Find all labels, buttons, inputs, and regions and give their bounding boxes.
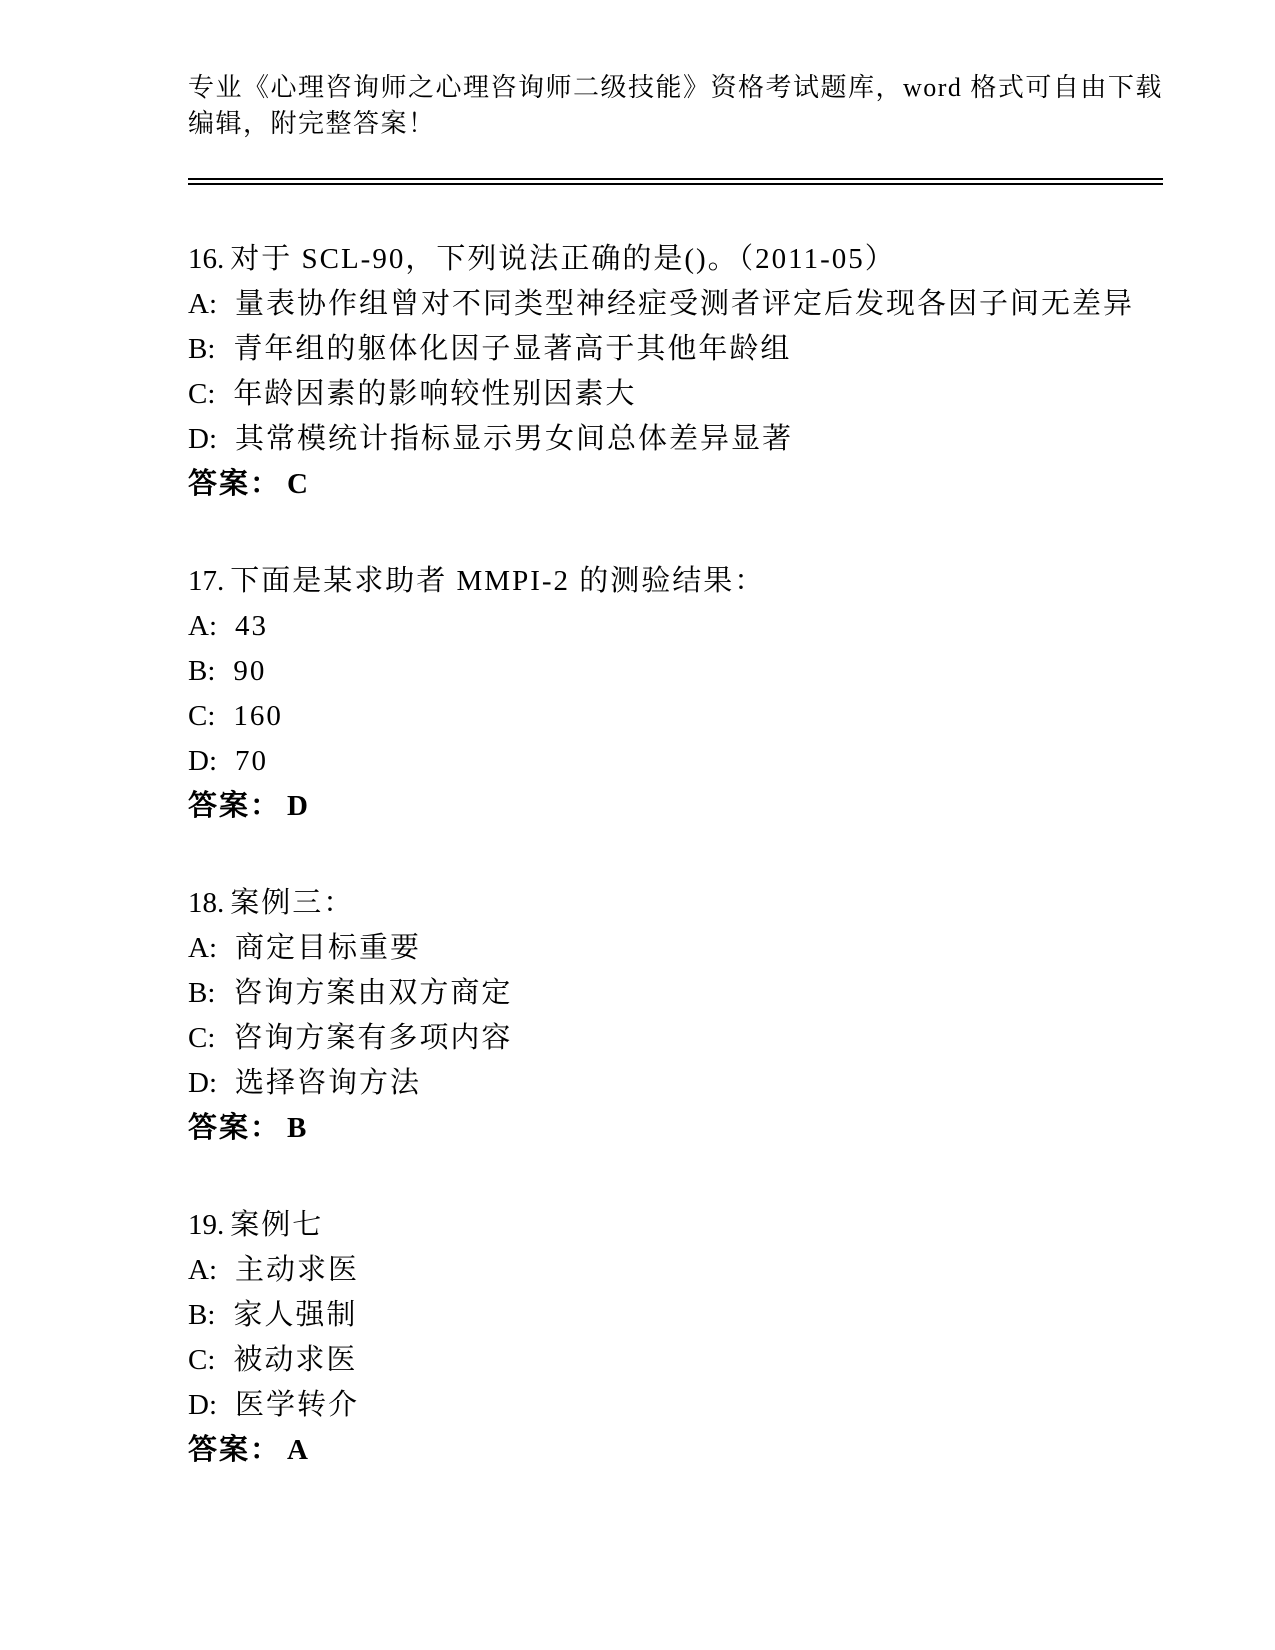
question-title [188, 881, 1163, 926]
option-label: D: [188, 745, 217, 777]
option-text: 90 [233, 655, 267, 687]
option-row [188, 327, 1163, 372]
question-block [188, 237, 1163, 507]
document-header [188, 0, 1163, 142]
option-text: 主动求医 [235, 1254, 360, 1286]
option-row [188, 1383, 1163, 1428]
question-number: 17. [188, 565, 225, 597]
questions [188, 237, 1163, 1473]
option-label: B: [188, 655, 216, 687]
option-text: 量表协作组曾对不同类型神经症受测者评定后发现各因子间无差异 [235, 288, 1135, 320]
question-number: 19. [188, 1209, 225, 1241]
option-text: 咨询方案由双方商定 [233, 977, 513, 1009]
option-text: 160 [233, 700, 283, 732]
option-label: D: [188, 1389, 217, 1421]
option-text: 年龄因素的影响较性别因素大 [233, 378, 637, 410]
answer-label: 答案： [188, 1434, 282, 1466]
option-row [188, 926, 1163, 971]
option-row [188, 739, 1163, 784]
question-text: 案例三： [230, 887, 355, 919]
option-label: B: [188, 977, 216, 1009]
option-label: C: [188, 378, 216, 410]
question-text: 案例七 [230, 1209, 324, 1241]
question-number: 16. [188, 243, 225, 275]
option-text: 青年组的躯体化因子显著高于其他年龄组 [233, 333, 792, 365]
answer-value: D [287, 790, 310, 822]
double-divider-rule [188, 178, 1163, 185]
answer-label: 答案： [188, 790, 282, 822]
answer-line [188, 784, 1163, 829]
option-row [188, 372, 1163, 417]
question-number: 18. [188, 887, 225, 919]
option-list [188, 926, 1163, 1106]
option-row [188, 282, 1163, 327]
option-text: 医学转介 [235, 1389, 360, 1421]
option-label: B: [188, 333, 216, 365]
option-row [188, 694, 1163, 739]
option-label: C: [188, 700, 216, 732]
option-label: D: [188, 1067, 217, 1099]
answer-label: 答案： [188, 468, 282, 500]
option-text: 咨询方案有多项内容 [233, 1022, 513, 1054]
question-block [188, 559, 1163, 829]
question-title [188, 1203, 1163, 1248]
option-label: A: [188, 610, 217, 642]
page-content [188, 0, 1163, 1473]
option-label: A: [188, 1254, 217, 1286]
option-text: 选择咨询方法 [235, 1067, 422, 1099]
answer-line [188, 462, 1163, 507]
option-text: 70 [235, 745, 268, 777]
option-row [188, 649, 1163, 694]
option-text: 商定目标重要 [235, 932, 422, 964]
option-row [188, 1248, 1163, 1293]
option-label: C: [188, 1022, 216, 1054]
question-text: 下面是某求助者 MMPI-2 的测验结果： [230, 565, 766, 597]
option-list [188, 1248, 1163, 1428]
answer-line [188, 1106, 1163, 1151]
option-label: B: [188, 1299, 216, 1331]
option-list [188, 604, 1163, 784]
header-line-1: 专业《心理咨询师之心理咨询师二级技能》资格考试题库，word 格式可自由下载 [188, 73, 1163, 102]
option-row [188, 417, 1163, 462]
option-row [188, 1061, 1163, 1106]
option-row [188, 971, 1163, 1016]
option-text: 43 [235, 610, 268, 642]
option-list [188, 282, 1163, 462]
answer-value: B [287, 1112, 309, 1144]
option-row [188, 1293, 1163, 1338]
option-label: A: [188, 288, 217, 320]
option-text: 被动求医 [233, 1344, 358, 1376]
option-row [188, 1016, 1163, 1061]
header-line-2: 编辑，附完整答案！ [188, 109, 436, 138]
answer-value: A [287, 1434, 310, 1466]
question-title [188, 559, 1163, 604]
option-text: 其常模统计指标显示男女间总体差异显著 [235, 423, 794, 455]
question-block [188, 881, 1163, 1151]
answer-line [188, 1428, 1163, 1473]
option-label: A: [188, 932, 217, 964]
question-block [188, 1203, 1163, 1473]
option-label: C: [188, 1344, 216, 1376]
option-label: D: [188, 423, 217, 455]
answer-value: C [287, 468, 310, 500]
option-text: 家人强制 [233, 1299, 358, 1331]
option-row [188, 604, 1163, 649]
answer-label: 答案： [188, 1112, 282, 1144]
question-text: 对于 SCL-90，下列说法正确的是()。（2011-05） [230, 243, 896, 275]
question-title [188, 237, 1163, 282]
option-row [188, 1338, 1163, 1383]
